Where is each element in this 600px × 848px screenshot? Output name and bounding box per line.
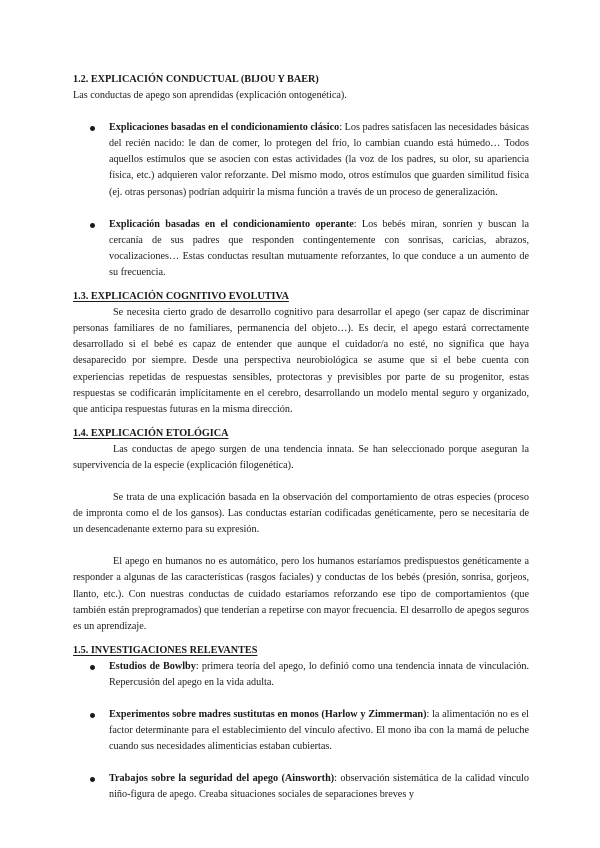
list-item-term: Estudios de Bowlby [109, 660, 196, 672]
list-item-text: : la alimentación no es el factor determinante para el establecimiento del vínculo afectivo. El mono iba con la mamá de peluche cuando sus necesidades alimenticias estaban cubiertas. [109, 709, 529, 753]
list-item [73, 120, 529, 200]
list-item-term: Explicaciones basadas en el condicionamiento clásico [109, 122, 340, 134]
list-item-text: : observación sistemática de la calidad vínculo niño-figura de apego. Creaba situaciones sociales de separaciones breves y [109, 773, 529, 801]
list-item [73, 771, 529, 803]
section-1-4-paragraph-2: Se trata de una explicación basada en la observación del comportamiento de otras especies (proceso de impronta como el de los gansos). Las conductas estarían codificadas genéticamente, pero se necesitaría de un desencadenante externo para su expresión. [73, 492, 529, 536]
list-item-text: : primera teoría del apego, lo definió como una tendencia innata de vinculación. Repercusión del apego en la vida adulta. [109, 660, 529, 688]
section-1-3-paragraph: Se necesita cierto grado de desarrollo cognitivo para desarrollar el apego (ser capaz de discriminar personas familiares de no familiares, permanencia del objeto…). Es decir, el apego estará correctamente desarrollado si el bebé es capaz de entender que aunque el cuidador/a no esté, no significa que haya desaparecido por siempre. Desde una perspectiva neurobiológica se asume que si el bebe cuenta con experiencias repetidas de respuestas sensibles, protectoras y previsibles por parte de su progenitor, estas respuestas se codificarán implícitamente en el cerebro, desarrollando un modelo mental seguro y organizado, que anticipa respuestas futuras en la misma dirección. [73, 307, 529, 415]
section-1-5-list [73, 659, 529, 804]
list-item-text: : Los bebés miran, sonríen y buscan la cercanía de sus padres que responden contingentemente con sonrisas, caricias, abrazos, vocalizaciones… Estas conductas resultan mutuamente reforzantes, lo que conduce a un aumento de su frecuencia. [109, 218, 529, 278]
list-item-term: Explicación basadas en el condicionamiento operante [109, 218, 354, 230]
section-1-4-paragraph-1: Las conductas de apego surgen de una tendencia innata. Se han seleccionado porque aseguran la supervivencia de la especie (explicación filogenética). [73, 443, 529, 471]
section-1-2-list [73, 120, 529, 281]
section-1-4-title: 1.4. EXPLICACIÓN ETOLÓGICA [73, 427, 229, 439]
list-item-term: Experimentos sobre madres sustitutas en monos (Harlow y Zimmerman) [109, 709, 427, 721]
list-item [73, 217, 529, 281]
list-item-term: Trabajos sobre la seguridad del apego (Ainsworth) [109, 773, 335, 785]
section-1-4-paragraph-3: El apego en humanos no es automático, pero los humanos estaríamos predispuestos genéticamente a responder a algunas de las características (rasgos faciales) y conductas de los bebés (presión, sonrisa, gorjeos, llanto, etc.). Con nuestras conductas de cuidado estaríamos reforzando ese tipo de comportamientos (que también están preprogramados) que tenderían a repetirse con mayor frecuencia. El desarrollo de apegos seguros es un aprendizaje. [73, 556, 529, 632]
section-1-2-title: 1.2. EXPLICACIÓN CONDUCTUAL (BIJOU Y BAER) [73, 74, 319, 85]
section-1-2-intro: Las conductas de apego son aprendidas (explicación ontogenética). [73, 90, 347, 102]
bullet-icon [90, 126, 95, 131]
bullet-icon [90, 777, 95, 782]
document-body [73, 72, 529, 804]
bullet-icon [90, 665, 95, 670]
bullet-icon [90, 223, 95, 228]
bullet-icon [90, 713, 95, 718]
section-1-3-title: 1.3. EXPLICACIÓN COGNITIVO EVOLUTIVA [73, 291, 289, 303]
section-1-5-title: 1.5. INVESTIGACIONES RELEVANTES [73, 644, 258, 656]
list-item [73, 707, 529, 755]
list-item-text: : Los padres satisfacen las necesidades básicas del recién nacido: le dan de comer, lo protegen del frío, lo cambian cuando está húmedo… Todos aquellos estímulos que se asocien con estas actividades (la voz de los padres, su olor, su apariencia física, etc.) adquieren valor reforzante. Del mismo modo, otros estímulos que guarden similitud física (ej. otras personas) podrían adquirir la misma función a través de un proceso de generalización. [109, 122, 530, 198]
list-item [73, 659, 529, 691]
